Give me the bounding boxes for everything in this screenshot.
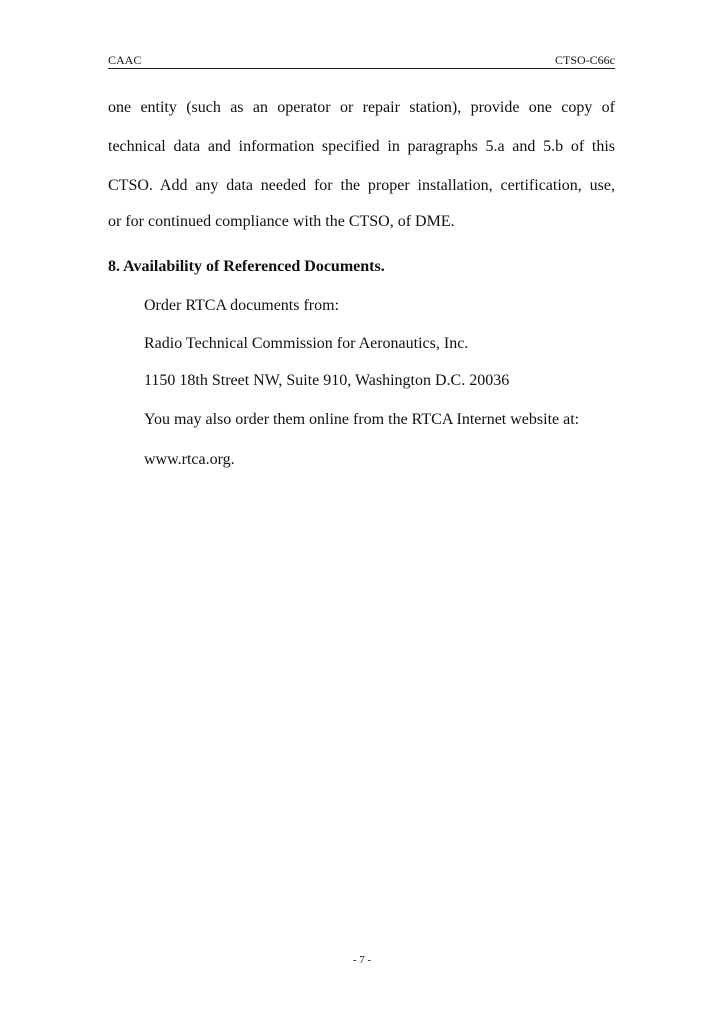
section-line-order: Order RTCA documents from: — [144, 297, 340, 314]
paragraph-line-3: CTSO. Add any data needed for the proper installation, certification, use, — [108, 177, 615, 194]
website-url: www.rtca.org. — [144, 451, 235, 468]
section-line-address: 1150 18th Street NW, Suite 910, Washington D.C. 20036 — [144, 372, 510, 389]
page-number: - 7 - — [352, 954, 372, 966]
section-heading: 8. Availability of Referenced Documents. — [108, 258, 385, 275]
section-line-online: You may also order them online from the RTCA Internet website at: — [144, 411, 580, 428]
paragraph-line-1: one entity (such as an operator or repair station), provide one copy of — [108, 99, 615, 116]
header-organization: CAAC — [108, 53, 142, 67]
section-line-organization: Radio Technical Commission for Aeronautics, Inc. — [144, 335, 469, 352]
paragraph-line-4: or for continued compliance with the CTSO, of DME. — [108, 213, 455, 230]
page-header — [108, 52, 615, 69]
paragraph-line-2: technical data and information specified in paragraphs 5.a and 5.b of this — [108, 138, 615, 155]
header-document-id: CTSO-C66c — [555, 53, 615, 67]
